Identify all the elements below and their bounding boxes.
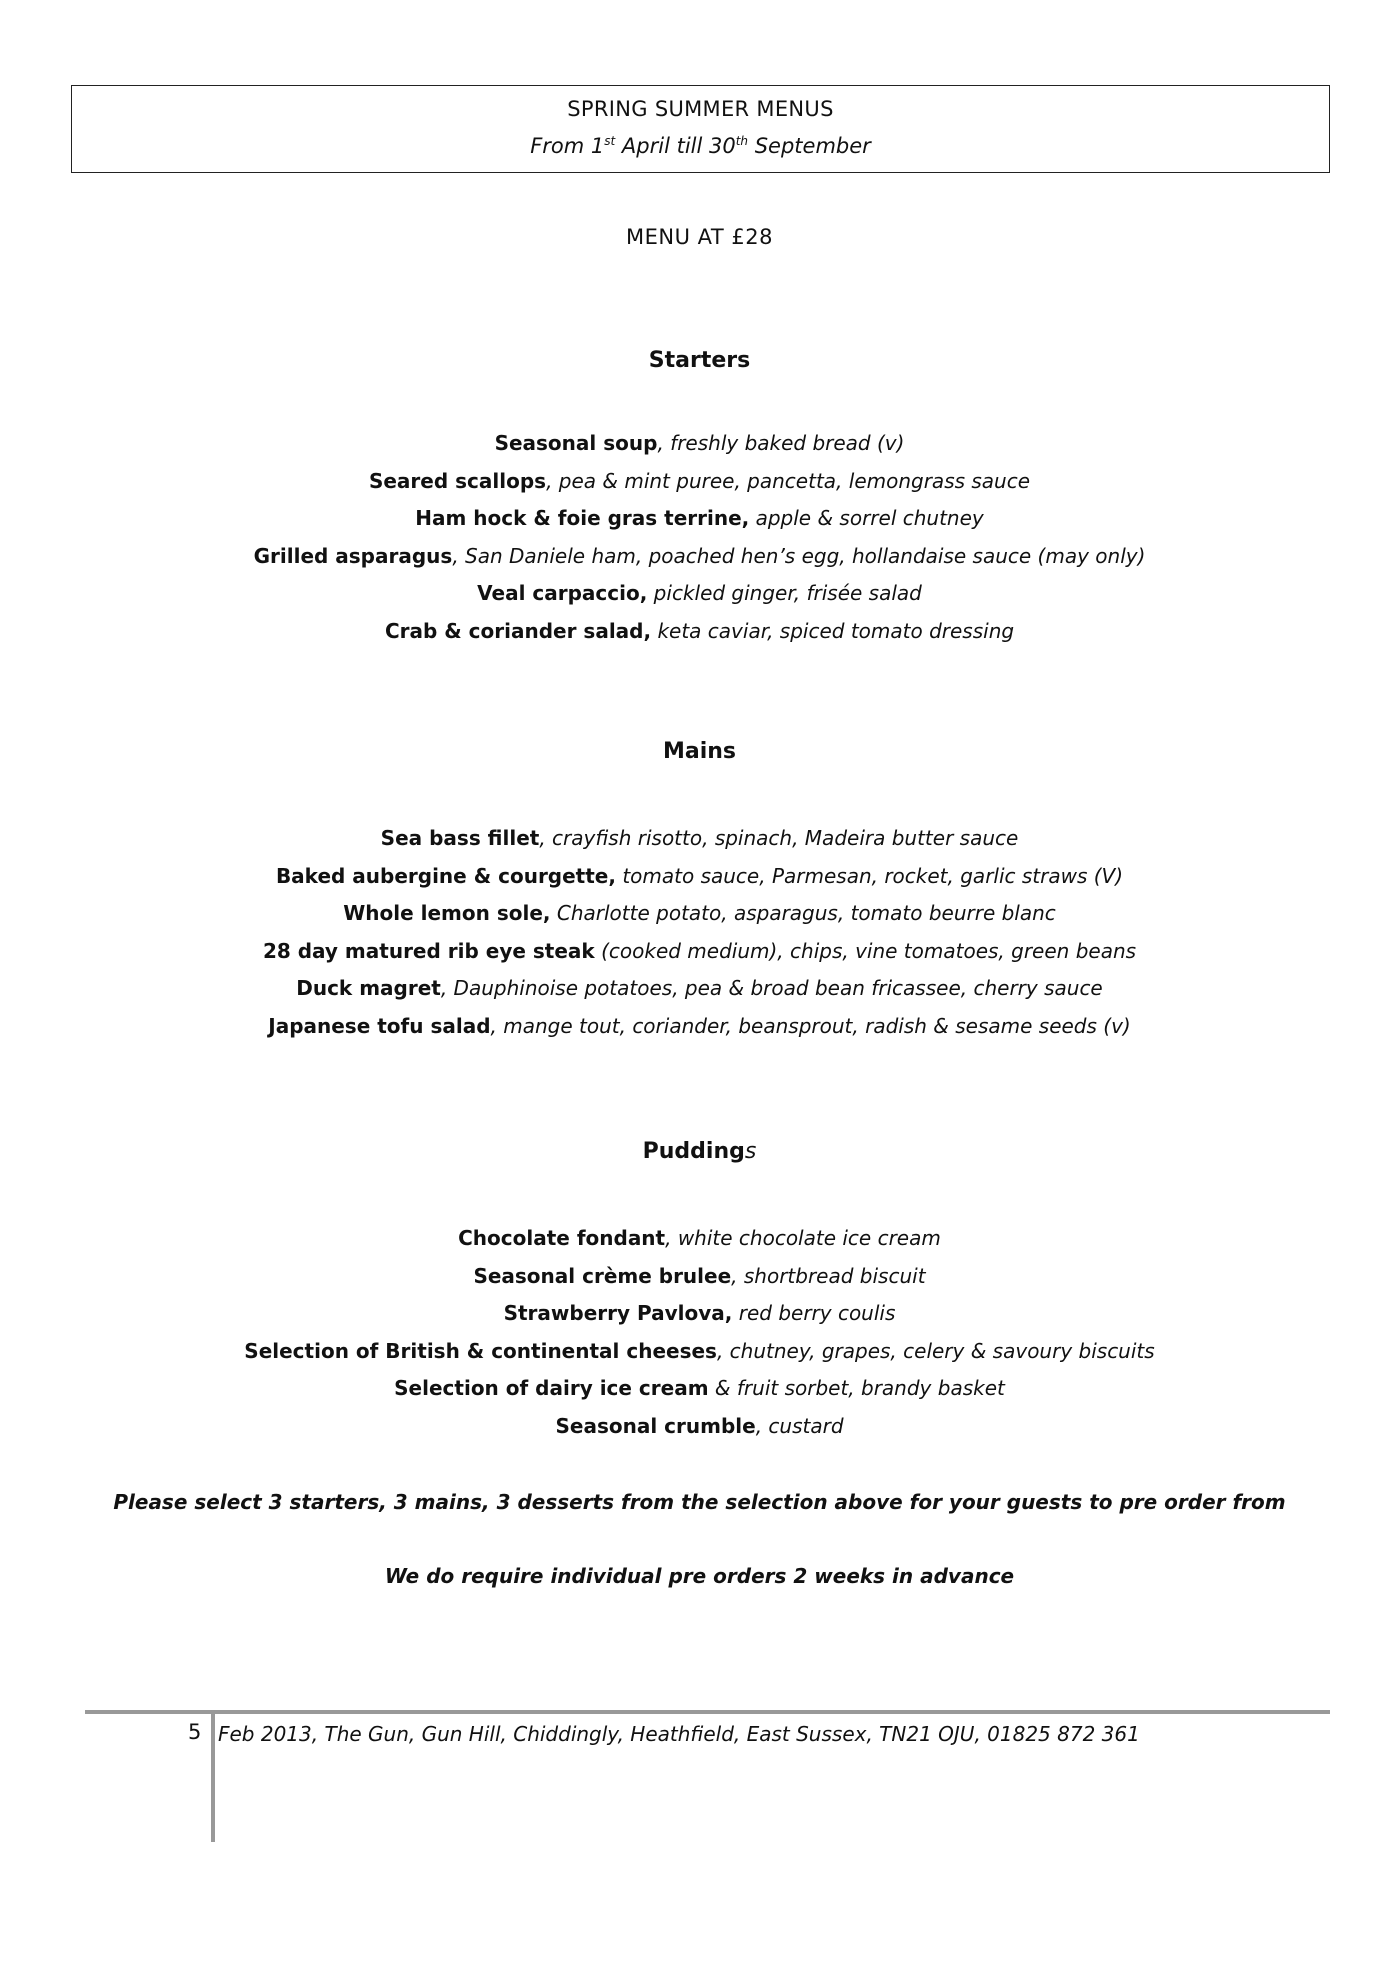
list-item bbox=[0, 1008, 1399, 1046]
dish-name: Seasonal crumble bbox=[555, 1413, 756, 1438]
footer-vertical-divider bbox=[211, 1714, 215, 1842]
dish-description: , shortbread biscuit bbox=[731, 1263, 926, 1288]
list-item bbox=[0, 1220, 1399, 1258]
date-suffix: September bbox=[748, 134, 871, 158]
dish-name: Selection of dairy ice cream bbox=[394, 1376, 709, 1400]
list-item bbox=[0, 613, 1399, 651]
starters-list bbox=[0, 425, 1399, 650]
dish-description: , mange tout, coriander, beansprout, radish & sesame seeds (v) bbox=[490, 1013, 1131, 1038]
mains-heading: Mains bbox=[662, 739, 737, 764]
dish-description: , Dauphinoise potatoes, pea & broad bean fricassee, cherry sauce bbox=[440, 976, 1103, 1000]
date-from-sup: st bbox=[604, 134, 616, 148]
dish-name: Ham hock & foie gras terrine, bbox=[415, 506, 750, 530]
list-item bbox=[0, 500, 1399, 538]
dish-description: apple & sorrel chutney bbox=[749, 506, 984, 530]
dish-description: , crayfish risotto, spinach, Madeira butter sauce bbox=[539, 826, 1019, 850]
list-item bbox=[0, 1258, 1399, 1296]
list-item bbox=[0, 1408, 1399, 1446]
menu-header-box bbox=[71, 85, 1330, 173]
dish-name: Grilled asparagus bbox=[253, 543, 453, 568]
dish-name: Crab & coriander salad, bbox=[384, 618, 652, 643]
starters-heading: Starters bbox=[648, 348, 751, 373]
dish-name: Strawberry Pavlova, bbox=[503, 1301, 733, 1325]
list-item bbox=[0, 1370, 1399, 1408]
dish-name: Baked aubergine & courgette, bbox=[275, 863, 616, 888]
menu-title: SPRING SUMMER MENUS bbox=[567, 97, 834, 121]
dish-description: , custard bbox=[755, 1413, 844, 1438]
list-item bbox=[0, 820, 1399, 858]
list-item bbox=[0, 933, 1399, 971]
dish-name: Seasonal soup bbox=[494, 431, 658, 455]
dish-name: Whole lemon sole, bbox=[343, 901, 551, 925]
mains-list bbox=[0, 820, 1399, 1045]
footer-divider bbox=[85, 1710, 1330, 1714]
dish-description: tomato sauce, Parmesan, rocket, garlic straws (V) bbox=[615, 863, 1124, 888]
selection-note: Please select 3 starters, 3 mains, 3 desserts from the selection above for your guests to pre order from bbox=[113, 1490, 1286, 1514]
date-middle: April till 30 bbox=[615, 134, 736, 158]
list-item bbox=[0, 858, 1399, 896]
dish-name: Japanese tofu salad bbox=[268, 1013, 491, 1038]
dish-description: (cooked medium), chips, vine tomatoes, green beans bbox=[594, 938, 1137, 963]
puddings-heading-main: Pudding bbox=[642, 1139, 745, 1164]
dish-name: Duck magret bbox=[296, 976, 441, 1000]
dish-name: Seared scallops bbox=[368, 468, 547, 493]
dish-description: , white chocolate ice cream bbox=[665, 1226, 941, 1250]
dish-name: Seasonal crème brulee bbox=[473, 1263, 732, 1288]
puddings-heading-tail: s bbox=[744, 1139, 757, 1164]
list-item bbox=[0, 895, 1399, 933]
preorder-note: We do require individual pre orders 2 weeks in advance bbox=[384, 1564, 1015, 1588]
dish-description: , pea & mint puree, pancetta, lemongrass sauce bbox=[546, 468, 1031, 493]
dish-description: pickled ginger, frisée salad bbox=[647, 581, 922, 605]
puddings-list bbox=[0, 1220, 1399, 1445]
list-item bbox=[0, 575, 1399, 613]
dish-description: keta caviar, spiced tomato dressing bbox=[651, 618, 1015, 643]
puddings-heading bbox=[0, 1139, 1399, 1164]
dish-description: red berry coulis bbox=[732, 1301, 896, 1325]
list-item bbox=[0, 425, 1399, 463]
list-item bbox=[0, 1333, 1399, 1371]
menu-price: MENU AT £28 bbox=[626, 225, 773, 249]
menu-date-range bbox=[72, 134, 1329, 158]
dish-name: Sea bass fillet bbox=[380, 826, 540, 850]
list-item bbox=[0, 538, 1399, 576]
date-to-sup: th bbox=[735, 134, 749, 148]
dish-description: , chutney, grapes, celery & savoury biscuits bbox=[716, 1338, 1155, 1363]
date-from-prefix: From 1 bbox=[530, 134, 605, 158]
dish-name: Selection of British & continental cheeses bbox=[244, 1338, 717, 1363]
dish-description: Charlotte potato, asparagus, tomato beurre blanc bbox=[550, 901, 1056, 925]
list-item bbox=[0, 1295, 1399, 1333]
list-item bbox=[0, 970, 1399, 1008]
dish-name: Veal carpaccio, bbox=[477, 581, 648, 605]
list-item bbox=[0, 463, 1399, 501]
dish-name: 28 day matured rib eye steak bbox=[262, 938, 595, 963]
dish-description: , freshly baked bread (v) bbox=[657, 431, 905, 455]
dish-description: , San Daniele ham, poached hen’s egg, hollandaise sauce (may only) bbox=[452, 543, 1146, 568]
page-number: 5 bbox=[188, 1720, 202, 1744]
dish-description: & fruit sorbet, brandy basket bbox=[708, 1376, 1005, 1400]
dish-name: Chocolate fondant bbox=[458, 1226, 666, 1250]
footer-address: Feb 2013, The Gun, Gun Hill, Chiddingly, Heathfield, East Sussex, TN21 OJU, 01825 872 361 bbox=[218, 1722, 1140, 1746]
